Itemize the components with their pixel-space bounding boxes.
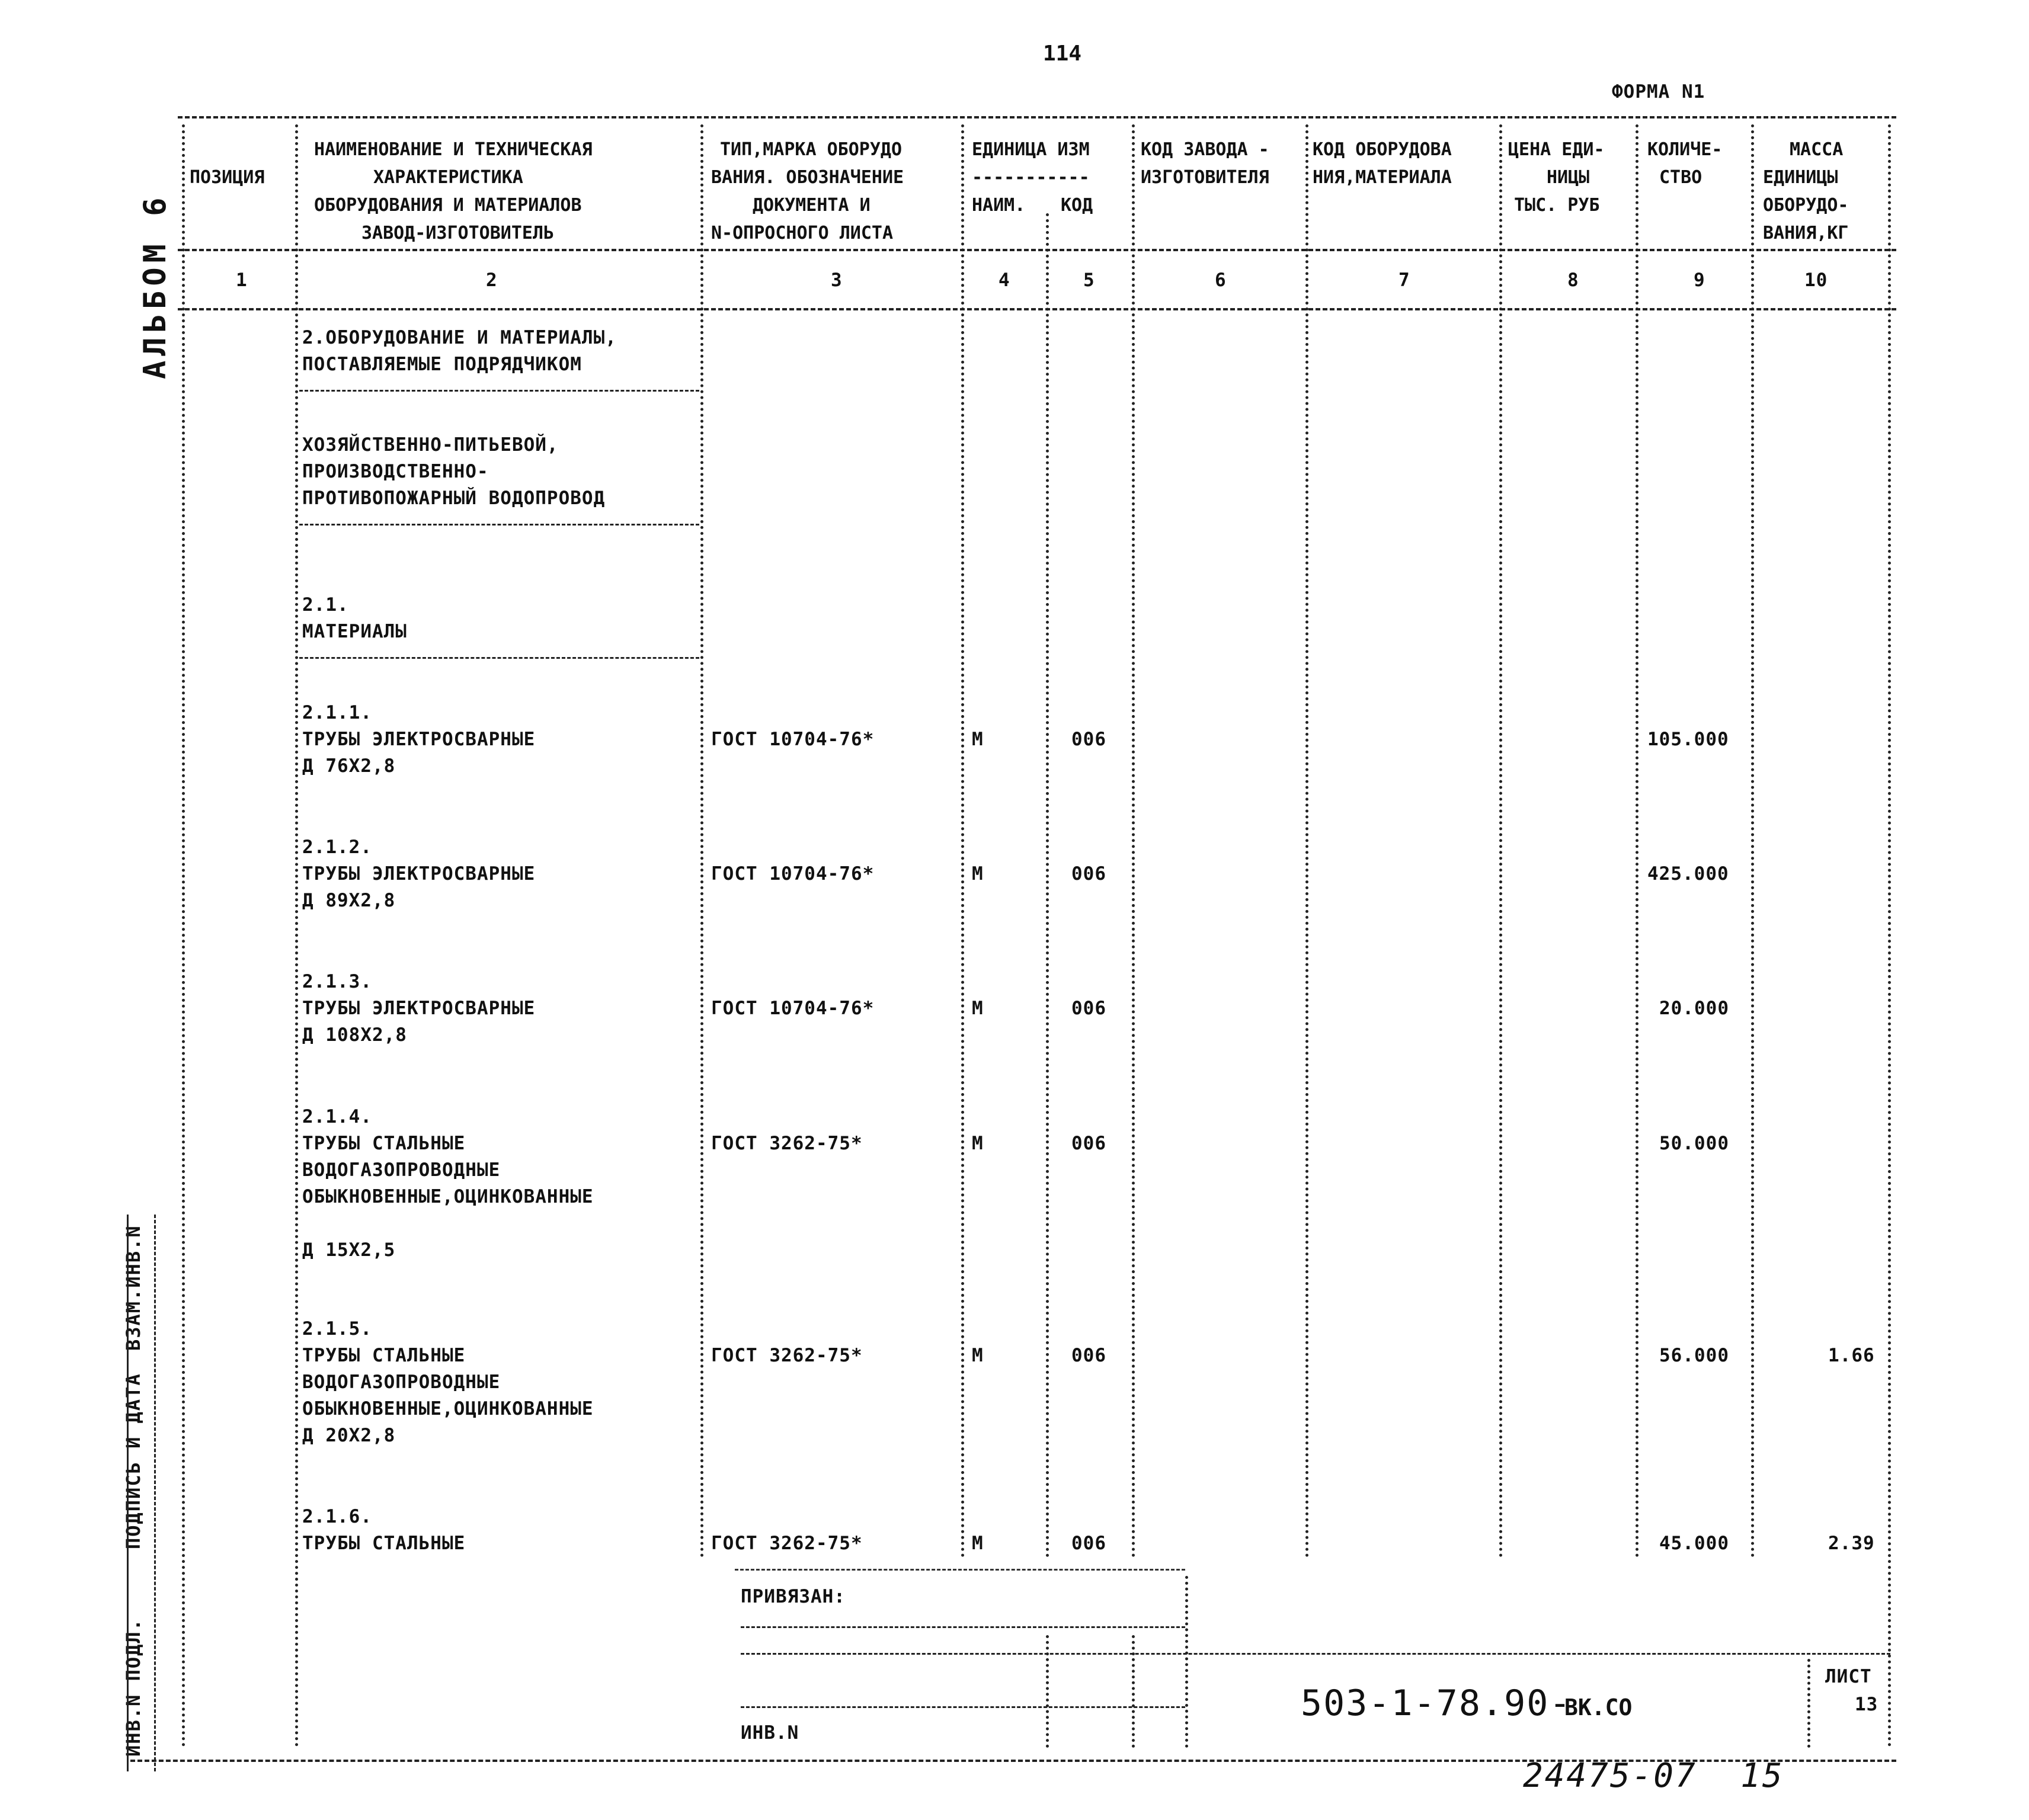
header-mass-1: МАССА — [1790, 139, 1844, 160]
item-unit: М — [972, 1345, 984, 1366]
header-price-2: НИЦЫ — [1547, 167, 1590, 188]
column-separator — [295, 124, 298, 1748]
page-number: 114 — [1043, 41, 1082, 66]
section-divider — [299, 657, 699, 659]
item-number: 2.1.3. — [302, 971, 372, 992]
header-price-3: ТЫС. РУБ — [1514, 195, 1600, 216]
column-number-3: 3 — [831, 270, 843, 291]
header-position: ПОЗИЦИЯ — [190, 167, 265, 188]
column-number-9: 9 — [1694, 270, 1705, 291]
item-size: Д 108Х2,8 — [302, 1024, 407, 1046]
document-code: 503-1-78.90- — [1301, 1683, 1572, 1724]
stamp-separator — [127, 1215, 129, 1771]
header-name-2: ХАРАКТЕРИСТИКА — [373, 167, 523, 188]
item-mass: 2.39 — [1828, 1533, 1875, 1554]
sheet-label: ЛИСТ — [1825, 1666, 1872, 1687]
header-mass-4: ВАНИЯ,КГ — [1763, 223, 1849, 243]
section-divider — [299, 390, 699, 392]
item-name: ТРУБЫ ЭЛЕКТРОСВАРНЫЕ — [302, 863, 536, 885]
item-number: 2.1.6. — [302, 1506, 372, 1527]
stamp-signature-date: ПОДПИСЬ И ДАТА — [122, 1373, 145, 1549]
item-unit: М — [972, 1533, 984, 1554]
item-qty: 105.000 — [1647, 729, 1729, 750]
column-separator — [1751, 124, 1754, 1558]
header-mass-3: ОБОРУДО- — [1763, 195, 1849, 216]
item-unit: М — [972, 998, 984, 1019]
section-water-line-3: ПРОТИВОПОЖАРНЫЙ ВОДОПРОВОД — [302, 488, 606, 509]
album-label: АЛЬБОМ 6 — [137, 193, 173, 379]
document-code-suffix: ВК.СО — [1564, 1694, 1633, 1720]
inv-label: ИНВ.N — [741, 1722, 799, 1744]
item-name-cont: ВОДОГАЗОПРОВОДНЫЕ — [302, 1372, 501, 1393]
item-qty: 425.000 — [1647, 863, 1729, 885]
item-code: 006 — [1071, 998, 1106, 1019]
header-equip-code-1: КОД ОБОРУДОВА — [1313, 139, 1452, 160]
column-separator — [182, 124, 185, 1748]
column-separator — [700, 124, 703, 1558]
header-name-4: ЗАВОД-ИЗГОТОВИТЕЛЬ — [361, 223, 555, 243]
column-separator — [1636, 124, 1638, 1558]
item-number: 2.1.2. — [302, 837, 372, 858]
item-qty: 45.000 — [1659, 1533, 1729, 1554]
header-bottom-rule — [178, 249, 1896, 251]
title-block-rule — [741, 1706, 1185, 1708]
linked-label: ПРИВЯЗАН: — [741, 1586, 846, 1607]
item-size: Д 20Х2,8 — [302, 1425, 396, 1446]
table-top-rule — [178, 116, 1896, 118]
header-type-2: ВАНИЯ. ОБОЗНАЧЕНИЕ — [711, 167, 904, 188]
column-number-5: 5 — [1083, 270, 1095, 291]
column-numbers-rule — [178, 308, 1896, 310]
item-code: 006 — [1071, 1133, 1106, 1154]
item-qty: 56.000 — [1659, 1345, 1729, 1366]
item-size: Д 15Х2,5 — [302, 1239, 396, 1261]
item-code: 006 — [1071, 1345, 1106, 1366]
item-gost: ГОСТ 10704-76* — [711, 729, 875, 750]
header-price-1: ЦЕНА ЕДИ- — [1508, 139, 1605, 160]
item-name-cont: ОБЫКНОВЕННЫЕ,ОЦИНКОВАННЫЕ — [302, 1398, 594, 1420]
column-number-2: 2 — [486, 270, 498, 291]
item-gost: ГОСТ 3262-75* — [711, 1133, 863, 1154]
header-unit-dashes: ----------- — [972, 167, 1090, 188]
title-block-separator — [1807, 1659, 1810, 1748]
section-materials-number: 2.1. — [302, 594, 349, 616]
header-qty-1: КОЛИЧЕ- — [1647, 139, 1723, 160]
title-block-separator — [1185, 1576, 1188, 1748]
header-mass-2: ЕДИНИЦЫ — [1763, 167, 1838, 188]
item-unit: М — [972, 863, 984, 885]
column-separator — [1305, 124, 1308, 1558]
column-number-7: 7 — [1398, 270, 1410, 291]
header-name-1: НАИМЕНОВАНИЕ И ТЕХНИЧЕСКАЯ — [314, 139, 593, 160]
item-code: 006 — [1071, 729, 1106, 750]
item-name-cont: ВОДОГАЗОПРОВОДНЫЕ — [302, 1159, 501, 1181]
item-gost: ГОСТ 10704-76* — [711, 863, 875, 885]
item-name: ТРУБЫ СТАЛЬНЫЕ — [302, 1133, 466, 1154]
section-materials-title: МАТЕРИАЛЫ — [302, 621, 407, 642]
column-separator — [1888, 124, 1891, 1748]
item-name: ТРУБЫ СТАЛЬНЫЕ — [302, 1533, 466, 1554]
item-qty: 50.000 — [1659, 1133, 1729, 1154]
item-size: Д 76Х2,8 — [302, 755, 396, 777]
column-number-6: 6 — [1215, 270, 1227, 291]
header-unit-name: НАИМ. — [972, 195, 1026, 216]
column-number-8: 8 — [1567, 270, 1579, 291]
header-equip-code-2: НИЯ,МАТЕРИАЛА — [1313, 167, 1452, 188]
sheet-value: 13 — [1855, 1694, 1878, 1715]
title-block-rule — [741, 1626, 1185, 1628]
column-separator — [1132, 124, 1135, 1558]
item-name: ТРУБЫ СТАЛЬНЫЕ — [302, 1345, 466, 1366]
header-type-3: ДОКУМЕНТА И — [753, 195, 871, 216]
title-block-separator — [1046, 1635, 1049, 1748]
form-label: ФОРМА N1 — [1612, 81, 1705, 102]
item-gost: ГОСТ 10704-76* — [711, 998, 875, 1019]
column-separator — [961, 124, 964, 1558]
title-block-separator — [1132, 1635, 1135, 1748]
item-name: ТРУБЫ ЭЛЕКТРОСВАРНЫЕ — [302, 998, 536, 1019]
header-qty-2: СТВО — [1659, 167, 1702, 188]
item-name: ТРУБЫ ЭЛЕКТРОСВАРНЫЕ — [302, 729, 536, 750]
item-code: 006 — [1071, 1533, 1106, 1554]
section-equipment-title: 2.ОБОРУДОВАНИЕ И МАТЕРИАЛЫ, — [302, 327, 617, 348]
column-number-1: 1 — [236, 270, 248, 291]
section-water-line-1: ХОЗЯЙСТВЕННО-ПИТЬЕВОЙ, — [302, 434, 559, 456]
archive-number: 24475-07 15 — [1523, 1757, 1784, 1795]
item-mass: 1.66 — [1828, 1345, 1875, 1366]
header-name-3: ОБОРУДОВАНИЯ И МАТЕРИАЛОВ — [314, 195, 582, 216]
column-number-10: 10 — [1804, 270, 1828, 291]
title-block-rule — [741, 1653, 1890, 1655]
header-unit: ЕДИНИЦА ИЗМ — [972, 139, 1090, 160]
section-divider — [299, 524, 699, 526]
section-equipment-subtitle: ПОСТАВЛЯЕМЫЕ ПОДРЯДЧИКОМ — [302, 354, 582, 375]
header-unit-code: КОД — [1061, 195, 1093, 216]
item-size: Д 89Х2,8 — [302, 890, 396, 911]
item-unit: М — [972, 1133, 984, 1154]
item-qty: 20.000 — [1659, 998, 1729, 1019]
item-gost: ГОСТ 3262-75* — [711, 1533, 863, 1554]
header-plant-code-1: КОД ЗАВОДА - — [1141, 139, 1269, 160]
header-plant-code-2: ИЗГОТОВИТЕЛЯ — [1141, 167, 1269, 188]
column-separator — [1499, 124, 1502, 1558]
stamp-inv-podl: ИНВ.N ПОДЛ. — [122, 1618, 145, 1757]
stamp-vzam-inv: ВЗАМ.ИНВ.N — [122, 1225, 145, 1351]
item-unit: М — [972, 729, 984, 750]
item-name-cont: ОБЫКНОВЕННЫЕ,ОЦИНКОВАННЫЕ — [302, 1186, 594, 1207]
column-number-4: 4 — [999, 270, 1010, 291]
item-number: 2.1.5. — [302, 1318, 372, 1340]
item-number: 2.1.1. — [302, 702, 372, 723]
item-number: 2.1.4. — [302, 1106, 372, 1127]
header-type-4: N-ОПРОСНОГО ЛИСТА — [711, 223, 894, 243]
stamp-separator — [154, 1215, 156, 1771]
header-type-1: ТИП,МАРКА ОБОРУДО — [720, 139, 903, 160]
item-gost: ГОСТ 3262-75* — [711, 1345, 863, 1366]
column-separator — [1046, 213, 1049, 1558]
section-water-line-2: ПРОИЗВОДСТВЕННО- — [302, 461, 489, 482]
item-code: 006 — [1071, 863, 1106, 885]
